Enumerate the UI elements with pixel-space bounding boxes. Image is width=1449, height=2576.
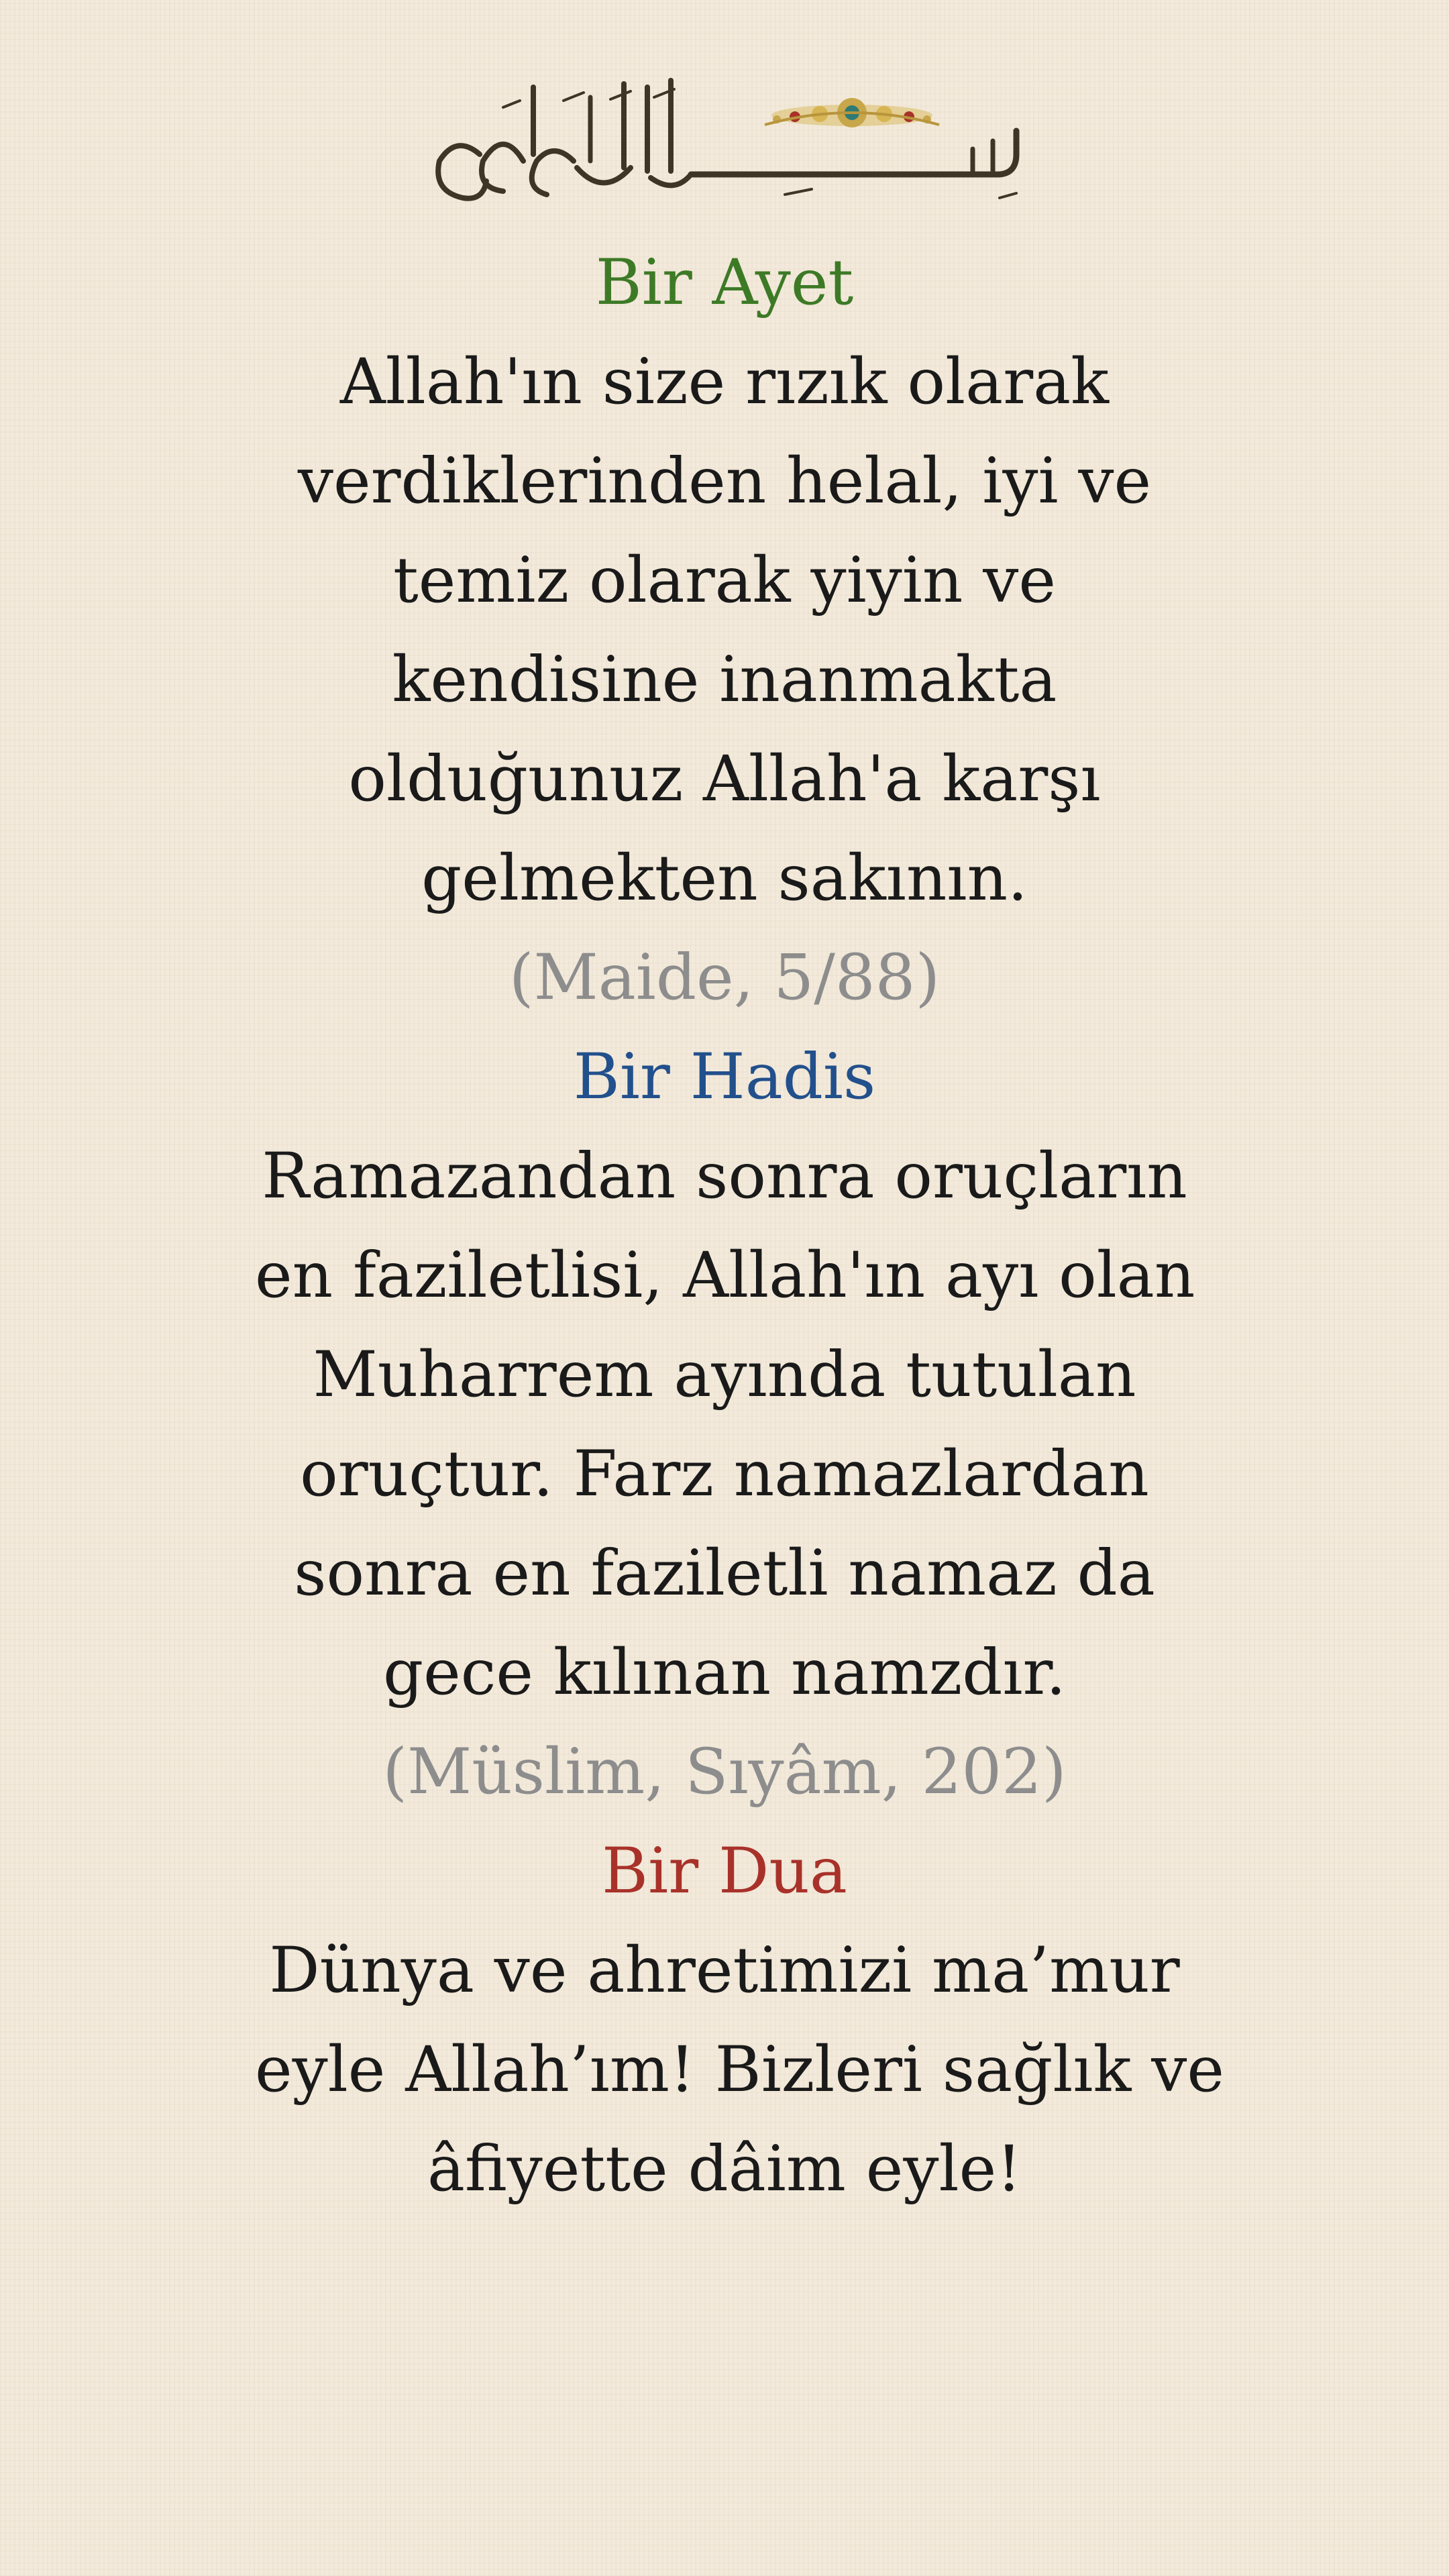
ayet-line: olduğunuz Allah'a karşı <box>348 743 1101 816</box>
hadis-text <box>255 1127 1194 1723</box>
dua-section <box>255 1822 1225 2219</box>
hadis-line: en faziletlisi, Allah'ın ayı olan <box>255 1239 1195 1312</box>
dua-heading: Bir Dua <box>602 1835 847 1908</box>
ayet-section <box>255 233 1194 1028</box>
ayet-heading: Bir Ayet <box>595 246 854 319</box>
calligraphy-icon <box>409 60 1040 215</box>
dua-line: eyle Allah’ım! Bizleri sağlık ve <box>255 2033 1225 2106</box>
hadis-line: Muharrem ayında tutulan <box>313 1338 1136 1411</box>
hadis-line: sonra en faziletli namaz da <box>294 1537 1155 1610</box>
ayet-line: Allah'ın size rızık olarak <box>339 345 1110 419</box>
hadis-line: gece kılınan namzdır. <box>382 1636 1067 1709</box>
ayet-line: gelmekten sakının. <box>421 842 1028 915</box>
hadis-heading: Bir Hadis <box>573 1040 876 1114</box>
dua-text <box>255 1921 1225 2219</box>
basmala-calligraphy-logo <box>409 60 1040 215</box>
dua-line: Dünya ve ahretimizi ma’mur <box>269 1934 1180 2007</box>
dua-line: âfiyette dâim eyle! <box>427 2133 1022 2206</box>
ayet-text <box>255 333 1194 928</box>
hadis-line: Ramazandan sonra oruçların <box>262 1140 1187 1213</box>
ayet-line: verdiklerinden helal, iyi ve <box>297 445 1152 518</box>
ayet-source: (Maide, 5/88) <box>508 941 941 1014</box>
ayet-line: temiz olarak yiyin ve <box>392 544 1056 617</box>
ayet-line: kendisine inanmakta <box>392 643 1057 716</box>
hadis-section <box>255 1028 1194 1822</box>
floral-ornament-icon <box>765 98 939 127</box>
hadis-source: (Müslim, Sıyâm, 202) <box>382 1735 1067 1809</box>
content-column <box>255 233 1225 2219</box>
hadis-line: oruçtur. Farz namazlardan <box>300 1438 1149 1511</box>
